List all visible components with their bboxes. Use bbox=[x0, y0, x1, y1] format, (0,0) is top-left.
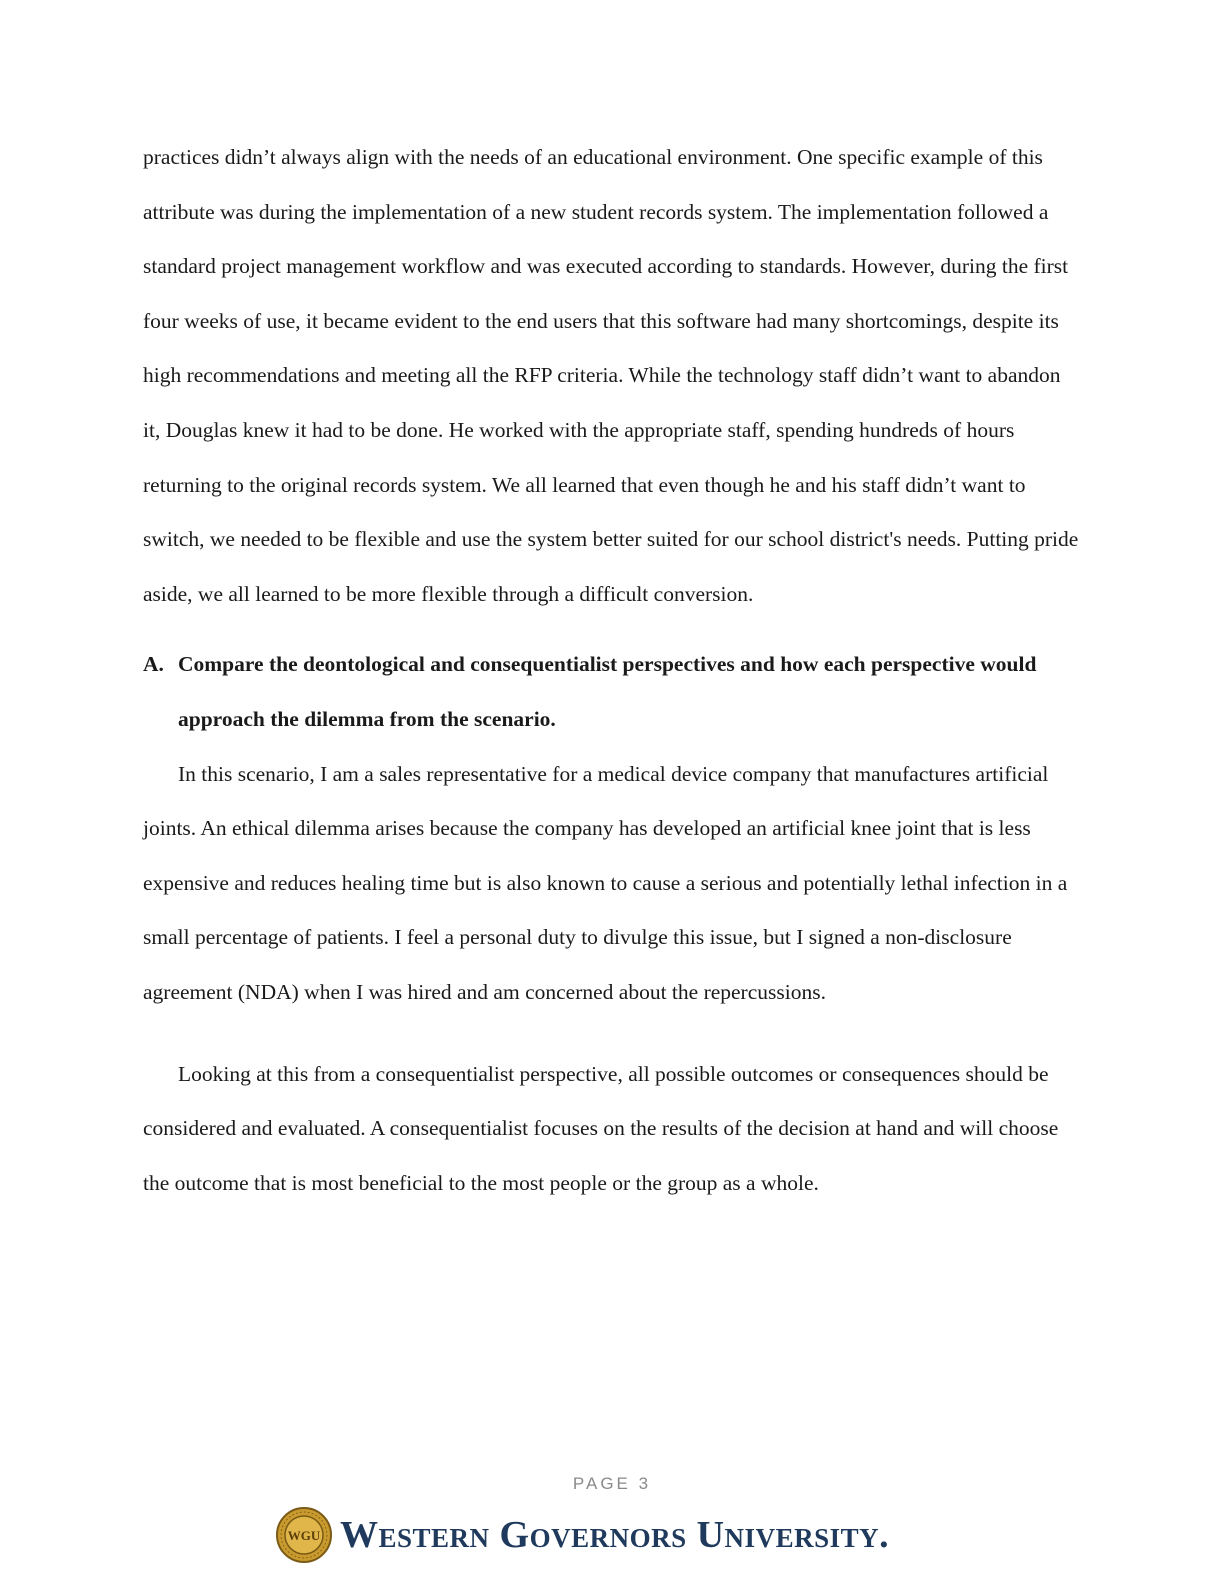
body-paragraph-3: Looking at this from a consequentialist perspective, all possible outcomes or consequences should be considered and evaluated. A consequentialist focuses on the results of the decision at hand and will choose the outcome that is most beneficial to the most people or the group as a whole. bbox=[143, 1061, 1059, 1195]
page-number: PAGE 3 bbox=[572, 1474, 652, 1493]
paragraph-spacer bbox=[143, 1020, 1083, 1047]
university-logo bbox=[276, 1503, 936, 1567]
university-seal-icon bbox=[276, 1507, 332, 1563]
university-wordmark: Western Governors University. bbox=[340, 1514, 890, 1556]
section-heading-text: Compare the deontological and consequentialist perspectives and how each perspective would approach the dilemma from the scenario. bbox=[178, 652, 1037, 731]
seal-text: WGU bbox=[287, 1528, 321, 1543]
section-heading-marker: A. bbox=[143, 652, 164, 677]
body-paragraph-2: In this scenario, I am a sales representative for a medical device company that manufactures artificial joints. An ethical dilemma arises because the company has developed an artificial knee joint that is less expensive and reduces healing time but is also known to cause a serious and potentially lethal infection in a small percentage of patients. I feel a personal duty to divulge this issue, but I signed a non-disclosure agreement (NDA) when I was hired and am concerned about the repercussions. bbox=[143, 761, 1068, 1004]
section-heading bbox=[143, 637, 1083, 746]
body-paragraph-1: practices didn’t always align with the needs of an educational environment. One specific example of this attribute was during the implementation of a new student records system. The implementation followed a standard project management workflow and was executed according to standards. However, during the first four weeks of use, it became evident to the end users that this software had many shortcomings, despite its high recommendations and meeting all the RFP criteria. While the technology staff didn’t want to abandon it, Douglas knew it had to be done. He worked with the appropriate staff, spending hundreds of hours returning to the original records system. We all learned that even though he and his staff didn’t want to switch, we needed to be flexible and use the system better suited for our school district's needs. Putting pride aside, we all learned to be more flexible through a difficult conversion. bbox=[143, 145, 1079, 606]
document-body bbox=[143, 130, 1083, 1210]
